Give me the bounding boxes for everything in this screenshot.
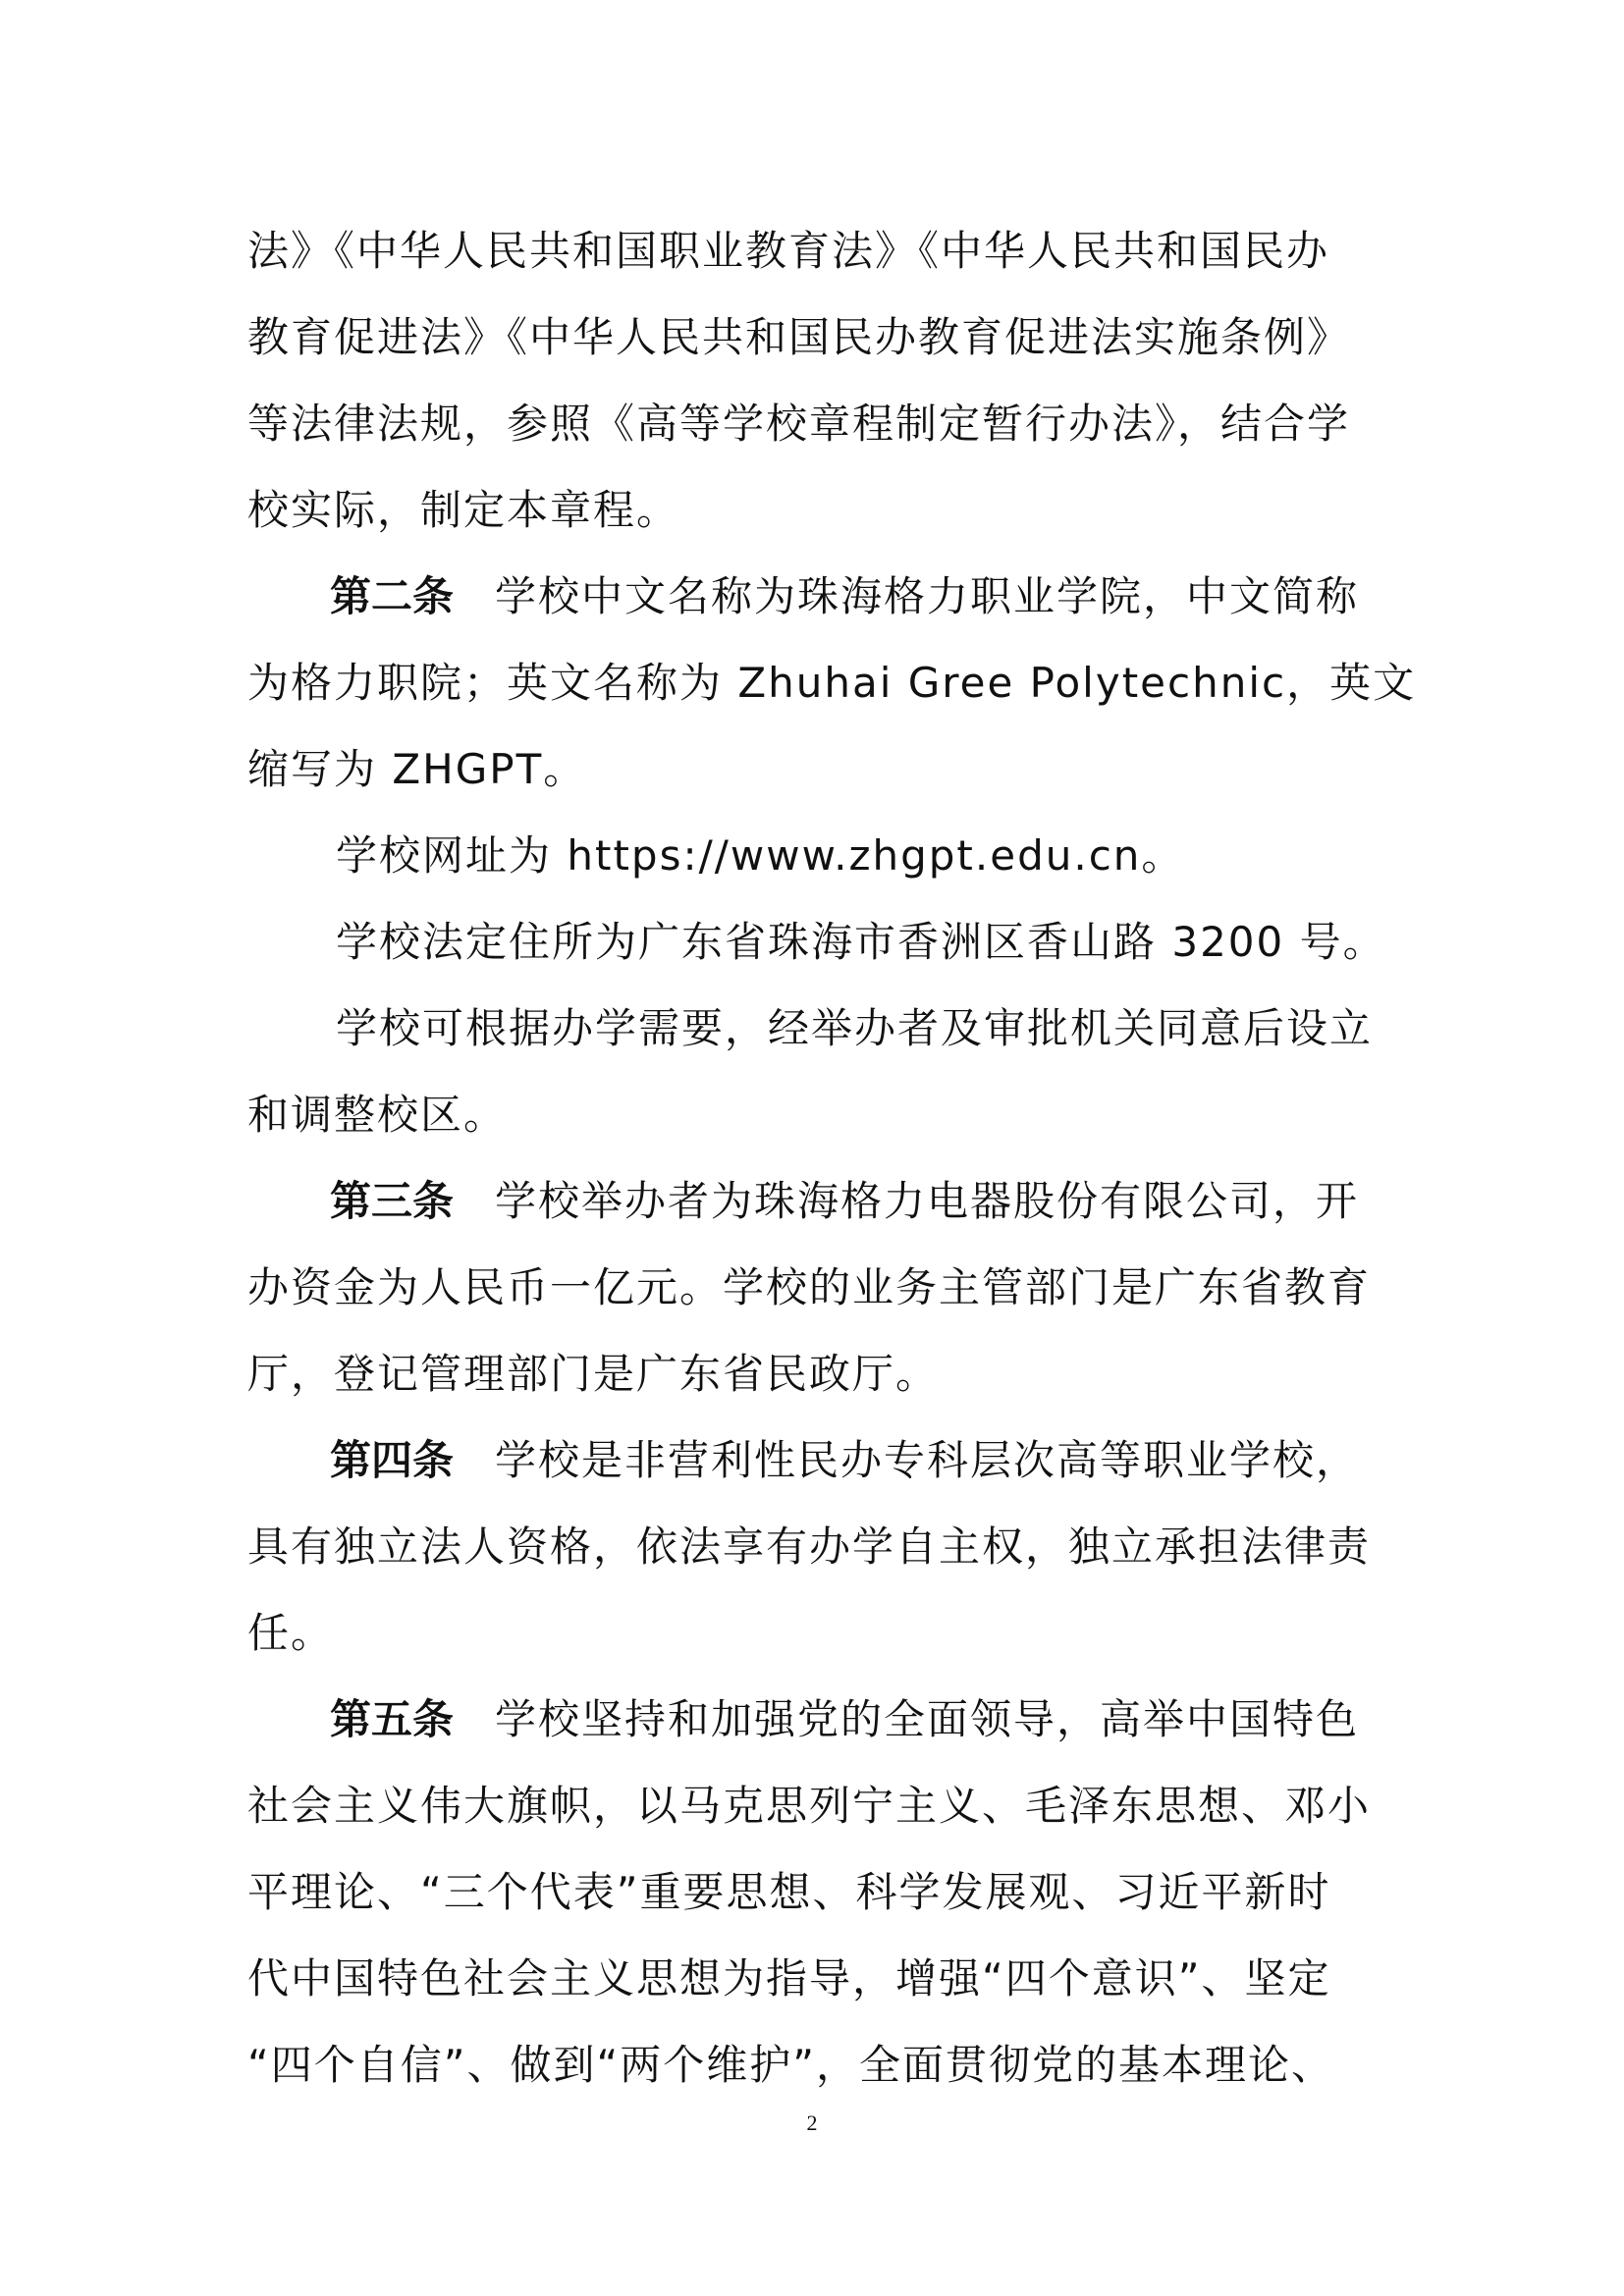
text-line (247, 1504, 1386, 1590)
text-line (247, 1590, 1386, 1677)
text-line (247, 2022, 1386, 2109)
line-text: 学校是非营利性民办专科层次高等职业学校， (495, 1436, 1360, 1484)
text-line (247, 1245, 1386, 1331)
text-line (247, 726, 1386, 813)
text-line (247, 208, 1386, 294)
text-line (247, 1936, 1386, 2022)
line-text: 校实际，制定本章程。 (247, 486, 680, 534)
article-number: 第五条 (330, 1695, 455, 1743)
text-line (247, 381, 1386, 467)
article-heading-line (247, 1417, 1386, 1504)
line-text: 厅，登记管理部门是广东省民政厅。 (247, 1350, 940, 1398)
text-line (247, 1849, 1386, 1936)
line-text: 学校举办者为珠海格力电器股份有限公司，开 (495, 1177, 1360, 1225)
article-number: 第三条 (330, 1177, 455, 1225)
line-text: 代中国特色社会主义思想为指导，增强“四个意识”、坚定 (247, 1954, 1331, 2002)
text-line (247, 813, 1386, 899)
line-text: 学校网址为 https://www.zhgpt.edu.cn。 (336, 831, 1185, 880)
line-text: 学校可根据办学需要，经举办者及审批机关同意后设立 (336, 1004, 1374, 1052)
article-heading-line (247, 554, 1386, 640)
line-text: 学校坚持和加强党的全面领导，高举中国特色 (495, 1695, 1360, 1743)
text-line (247, 294, 1386, 381)
line-text: 社会主义伟大旗帜，以马克思列宁主义、毛泽东思想、邓小 (247, 1782, 1372, 1830)
line-text: 为格力职院；英文名称为 Zhuhai Gree Polytechnic，英文 (247, 659, 1417, 707)
line-text: 缩写为 ZHGPT。 (247, 745, 587, 793)
article-heading-line (247, 1158, 1386, 1245)
text-line (247, 899, 1386, 986)
line-text: 教育促进法》《中华人民共和国民办教育促进法实施条例》 (247, 313, 1351, 361)
page-number: 2 (806, 2110, 818, 2135)
line-text: 学校中文名称为珠海格力职业学院，中文简称 (495, 572, 1360, 620)
article-heading-line (247, 1677, 1386, 1763)
line-text: 办资金为人民币一亿元。学校的业务主管部门是广东省教育 (247, 1263, 1372, 1311)
text-line (247, 1763, 1386, 1849)
text-line (247, 1072, 1386, 1158)
line-text: 具有独立法人资格，依法享有办学自主权，独立承担法律责 (247, 1522, 1372, 1571)
line-text: 和调整校区。 (247, 1091, 508, 1139)
text-line (247, 467, 1386, 554)
text-line (247, 640, 1417, 726)
line-text: 法》《中华人民共和国职业教育法》《中华人民共和国民办 (247, 227, 1330, 275)
text-line (247, 986, 1386, 1072)
line-text: 等法律法规，参照《高等学校章程制定暂行办法》，结合学 (247, 400, 1351, 448)
line-text: 任。 (247, 1609, 335, 1657)
article-number: 第二条 (330, 572, 455, 620)
document-body (247, 208, 1417, 2109)
text-line (247, 1331, 1386, 1417)
line-text: 学校法定住所为广东省珠海市香洲区香山路 3200 号。 (336, 918, 1386, 966)
line-text: “四个自信”、做到“两个维护”，全面贯彻党的基本理论、 (247, 2041, 1335, 2089)
article-number: 第四条 (330, 1436, 455, 1484)
line-text: 平理论、“三个代表”重要思想、科学发展观、习近平新时 (247, 1868, 1331, 1916)
